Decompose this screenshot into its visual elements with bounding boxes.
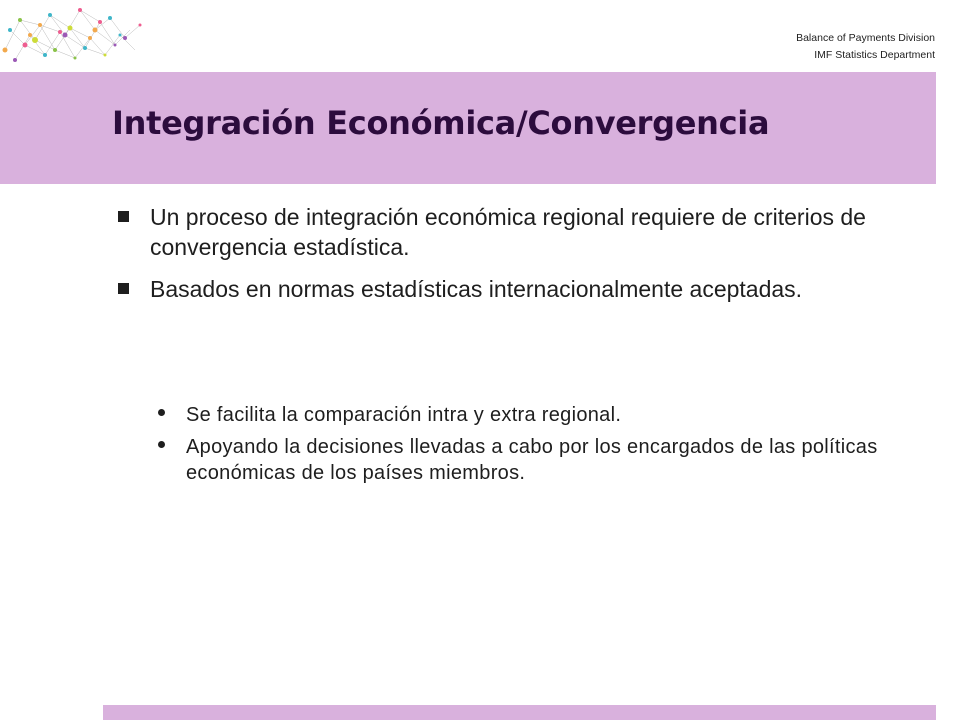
division-label: Balance of Payments Division (796, 32, 935, 44)
square-bullet-icon (118, 283, 129, 294)
network-logo-icon (0, 0, 150, 80)
footer-band (103, 705, 936, 720)
bullet-list (118, 202, 908, 316)
slide-title: Integración Económica/Convergencia (112, 104, 770, 142)
sub-bullet-text: Se facilita la comparación intra y extra regional. (186, 404, 622, 426)
bullet-item (118, 202, 908, 262)
bullet-text: Un proceso de integración económica regional requiere de criterios de convergencia estadística. (150, 204, 866, 260)
sub-bullet-list (158, 402, 938, 492)
sub-bullet-item (158, 434, 938, 486)
bullet-item (118, 274, 908, 304)
department-label: IMF Statistics Department (814, 49, 935, 61)
square-bullet-icon (118, 211, 129, 222)
round-bullet-icon (158, 441, 165, 448)
header-attribution (796, 30, 935, 64)
bullet-text: Basados en normas estadísticas internacionalmente aceptadas. (150, 276, 803, 302)
sub-bullet-text: Apoyando la decisiones llevadas a cabo por los encargados de las políticas económicas de los países miembros. (186, 436, 878, 484)
round-bullet-icon (158, 409, 165, 416)
sub-bullet-item (158, 402, 938, 428)
